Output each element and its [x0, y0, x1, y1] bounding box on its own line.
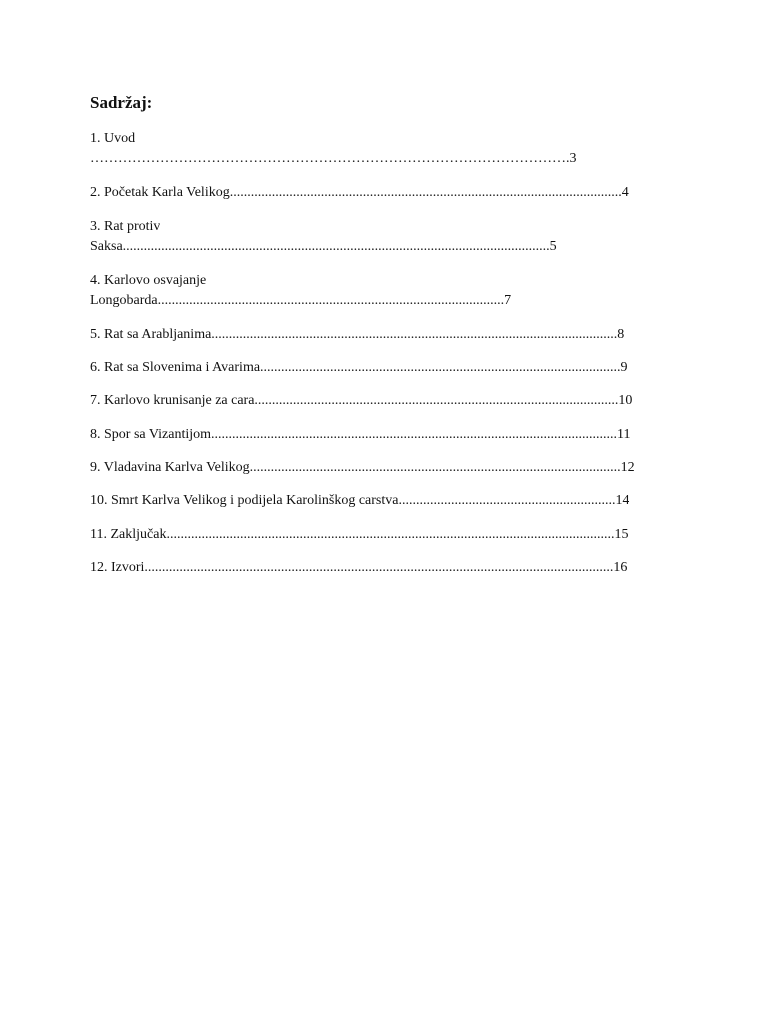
toc-entry-8: 8. Spor sa Vizantijom....................................................................................................................11 [90, 427, 631, 442]
toc-title: Sadržaj: [90, 93, 153, 112]
toc-entry-12: 12. Izvori......................................................................................................................................16 [90, 560, 628, 575]
toc-entry-7: 7. Karlovo krunisanje za cara........................................................................................................10 [90, 393, 633, 408]
toc-entry-1-line-2: ………………………………………………………………………………………….3 [90, 151, 577, 166]
toc-entry-9: 9. Vladavina Karlva Velikog..........................................................................................................12 [90, 460, 635, 475]
toc-entry-4-line-1: 4. Karlovo osvajanje [90, 273, 207, 288]
toc-entry-5: 5. Rat sa Arabljanima....................................................................................................................8 [90, 327, 625, 342]
toc-entry-10: 10. Smrt Karlva Velikog i podijela Karolinškog carstva..............................................................14 [90, 493, 630, 508]
toc-entry-3-line-1: 3. Rat protiv [90, 219, 161, 234]
toc-entry-1-line-1: 1. Uvod [90, 131, 136, 146]
toc-entry-3-line-2: Saksa..........................................................................................................................5 [90, 239, 557, 254]
toc-entry-6: 6. Rat sa Slovenima i Avarima.......................................................................................................9 [90, 360, 628, 375]
toc-entry-2: 2. Početak Karla Velikog................................................................................................................4 [90, 185, 629, 200]
toc-entry-4-line-2: Longobarda...................................................................................................7 [90, 293, 512, 308]
toc-entry-11: 11. Zaključak................................................................................................................................15 [90, 527, 629, 542]
